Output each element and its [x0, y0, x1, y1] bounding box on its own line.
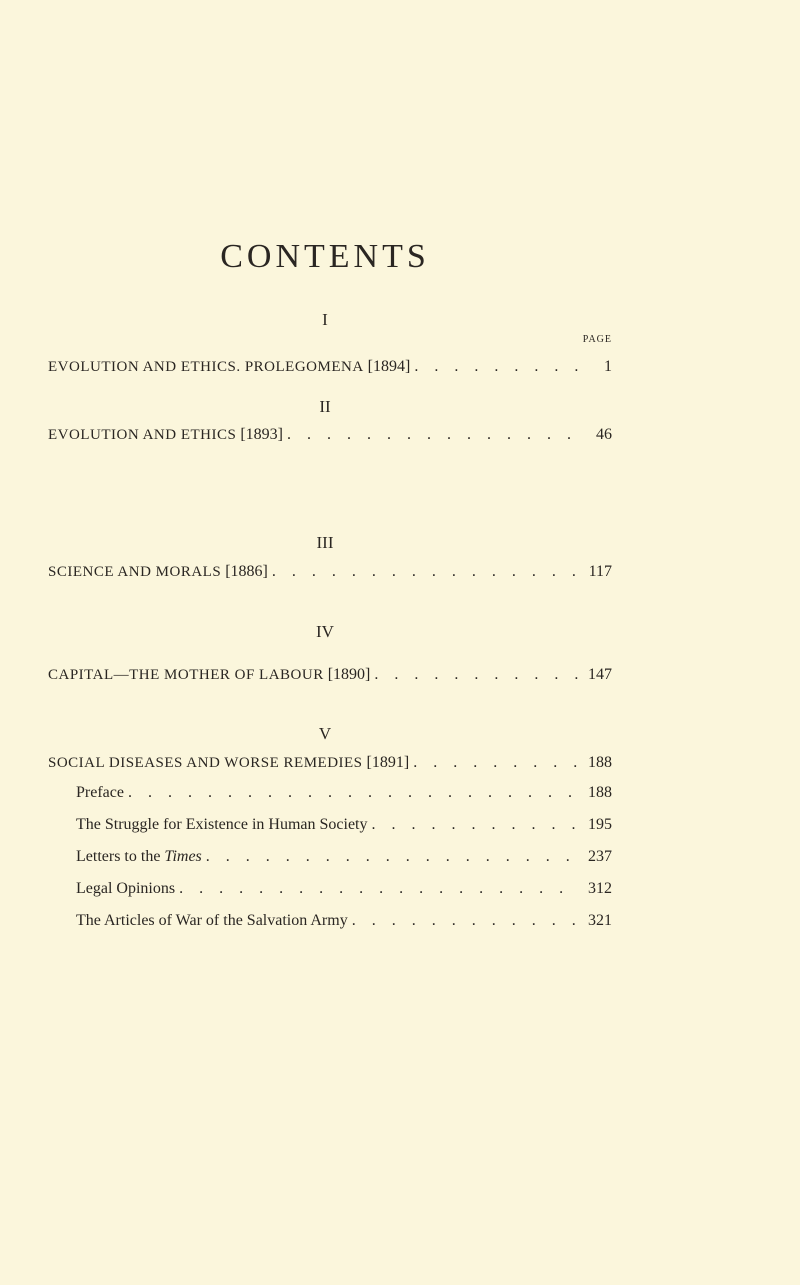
- toc-subentry-page: 321: [588, 912, 612, 929]
- toc-subentry-letters[interactable]: [76, 848, 612, 870]
- toc-subentry-page: 312: [588, 880, 612, 897]
- toc-entry-5[interactable]: [48, 754, 612, 776]
- dot-leader: [414, 358, 580, 376]
- page-title: CONTENTS: [220, 238, 430, 275]
- toc-entry-heading: EVOLUTION AND ETHICS. PROLEGOMENA: [48, 359, 364, 375]
- dot-leader: [128, 784, 580, 802]
- toc-subentry-label-italic: Times: [164, 848, 202, 865]
- dot-leader: [413, 754, 580, 772]
- toc-subentry-page: 188: [588, 784, 612, 801]
- toc-entry-heading: SOCIAL DISEASES AND WORSE REMEDIES: [48, 755, 363, 771]
- toc-subentry-label: The Articles of War of the Salvation Army: [76, 912, 348, 929]
- toc-entry-page: 117: [588, 563, 612, 580]
- toc-subentry-articles[interactable]: [76, 912, 612, 934]
- toc-entry-year: [1886]: [225, 563, 268, 580]
- section-numeral-5: V: [318, 724, 332, 743]
- dot-leader: [287, 426, 580, 444]
- toc-entry-page: 1: [604, 358, 612, 375]
- toc-entry-page: 46: [596, 426, 612, 443]
- toc-entry-heading: SCIENCE AND MORALS: [48, 564, 222, 580]
- toc-entry-heading: CAPITAL—THE MOTHER OF LABOUR: [48, 667, 324, 683]
- toc-subentry-page: 237: [588, 848, 612, 865]
- toc-subentry-preface[interactable]: [76, 784, 612, 806]
- toc-subentry-page: 195: [588, 816, 612, 833]
- toc-entry-1[interactable]: [48, 358, 612, 380]
- toc-entry-2[interactable]: [48, 426, 612, 448]
- toc-entry-page: 147: [588, 666, 612, 683]
- toc-entry-year: [1894]: [367, 358, 411, 375]
- toc-entry-3[interactable]: [48, 563, 612, 585]
- dot-leader: [272, 563, 580, 581]
- dot-leader: [374, 666, 580, 684]
- toc-entry-heading: EVOLUTION AND ETHICS: [48, 427, 237, 443]
- dot-leader: [352, 912, 580, 930]
- toc-subentry-label: Legal Opinions: [76, 880, 176, 897]
- toc-entry-year: [1891]: [366, 754, 410, 771]
- section-numeral-2: II: [319, 397, 331, 416]
- toc-subentry-label: The Struggle for Existence in Human Society: [76, 816, 368, 833]
- toc-entry-4[interactable]: [48, 666, 612, 688]
- toc-subentry-legal[interactable]: [76, 880, 612, 902]
- page-column-label: PAGE: [582, 334, 612, 345]
- toc-subentry-label: Letters to the: [76, 848, 165, 865]
- section-numeral-4: IV: [316, 622, 334, 641]
- toc-entry-page: 188: [588, 754, 612, 771]
- dot-leader: [179, 880, 580, 898]
- toc-subentry-struggle[interactable]: [76, 816, 612, 838]
- dot-leader: [206, 848, 580, 866]
- toc-subentry-label: Preface: [76, 784, 124, 801]
- toc-entry-year: [1890]: [327, 666, 371, 683]
- section-numeral-3: III: [316, 533, 334, 552]
- section-numeral-1: I: [322, 310, 328, 329]
- toc-entry-year: [1893]: [240, 426, 283, 443]
- dot-leader: [371, 816, 580, 834]
